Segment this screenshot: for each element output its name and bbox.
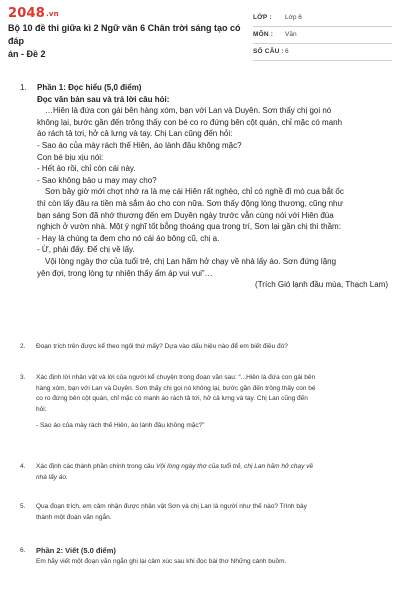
page-header xyxy=(0,0,400,68)
question-number: 4. xyxy=(20,463,26,470)
passage-line: - Hết áo rồi, chỉ còn cái này. xyxy=(37,164,136,174)
passage-line: - Sao áo của mày rách thế Hiên, áo lành đâu không mặc? xyxy=(37,140,242,150)
question-text: Em hãy viết một đoạn văn ngắn ghi lại cảm xúc sau khi đọc bài thơ Những cánh buồm. xyxy=(36,557,287,565)
page-title-line-1: Bộ 10 đề thi giữa kì 2 Ngữ văn 6 Chân trời sáng tạo có đáp xyxy=(8,23,241,46)
meta-info xyxy=(253,10,392,61)
question-text: hỏi: xyxy=(36,405,47,413)
part2-heading: Phần 2: Viết (5.0 điểm) xyxy=(36,546,116,555)
question-2 xyxy=(20,342,392,353)
meta-value-class[interactable]: Lớp 6 xyxy=(285,14,302,21)
page-title-line-2: án - Đề 2 xyxy=(8,49,46,59)
passage-line: …Hiên là đứa con gái bên hàng xóm, bạn với Lan và Duyên. Sơn thấy chị gọi nó xyxy=(45,106,332,116)
question-number: 1. xyxy=(20,83,27,92)
passage-line: Sơn bây giờ mới chợt nhớ ra là mẹ cái Hiên rất nghèo, chỉ có nghề đi mò cua bắt ốc xyxy=(45,187,344,197)
logo-number: 2048 xyxy=(8,6,45,21)
passage-line: Vội lòng ngày thơ của tuổi trẻ, chị Lan hăm hở chạy về nhà lấy áo. Sơn đứng lặng xyxy=(45,256,337,266)
meta-value-subject[interactable]: Văn xyxy=(285,31,297,38)
logo-tld: .vn xyxy=(45,10,59,18)
question-text: Xác định các thành phần chính trong câu xyxy=(36,463,156,470)
passage-line: bạn sáng Sơn đã nhớ thương đến em Duyên ngày trước vẫn cùng nói với Hiên đùa xyxy=(37,210,334,220)
passage-line: thì còn lấy đâu ra tiền mà sắm áo cho con nữa. Sơn thấy động lòng thương, cũng như xyxy=(37,198,343,208)
passage-line: - Ừ, phải đấy. Để chị về lấy. xyxy=(37,245,135,255)
passage-line: - Sao không bảo u may may cho? xyxy=(37,175,157,185)
page-title xyxy=(8,22,246,61)
question-text: Đoạn trích trên được kể theo ngôi thứ mấy? Dựa vào dấu hiệu nào để em biết điều đó? xyxy=(36,343,288,350)
site-logo[interactable] xyxy=(8,6,59,21)
meta-key-count: SỐ CÂU : xyxy=(253,48,284,55)
meta-value-count: 6 xyxy=(285,48,289,55)
question-3 xyxy=(20,373,392,432)
question-text: thành một đoạn văn ngắn. xyxy=(36,513,112,521)
quoted-sentence: nhà lấy áo. xyxy=(36,473,68,481)
question-text: - Sao áo của mày rách thế Hiên, áo lành đâu không mặc?” xyxy=(36,422,205,429)
question-text: Qua đoạn trích, em cảm nhận được nhân vật Sơn và chị Lan là người như thế nào? Trình bày xyxy=(36,503,307,510)
part1-heading: Phần 1: Đọc hiểu (5,0 điểm) xyxy=(37,83,142,92)
passage-line: nghịch ở vườn nhà. Một ý nghĩ tốt bỗng thoáng qua trong trí, Sơn lại gần chị thì thầm: xyxy=(37,222,341,232)
part1-instruction: Đọc văn bản sau và trả lời câu hỏi: xyxy=(37,94,170,104)
question-5 xyxy=(20,502,392,523)
question-text: hàng xóm, bạn với Lan và Duyên. Sơn thấy chị gọi nó không lại, bước gần đến trông thấy con bé xyxy=(36,384,316,392)
quoted-sentence: Vội lòng ngày thơ của tuổi trẻ, chị Lan hăm hở chạy về xyxy=(155,463,314,470)
question-6 xyxy=(20,546,392,567)
question-number: 3. xyxy=(20,374,26,381)
passage-line: không lại, bước gần đến trông thấy con bé co ro đứng bên cột quán, chỉ mặc có manh xyxy=(37,117,343,127)
question-text: co ro đứng bên cột quán, chỉ mặc có manh áo rách tả tơi, hở cả lưng và tay. Chị Lan cũng đến xyxy=(36,395,308,402)
meta-row-subject xyxy=(253,27,392,44)
question-text: Xác định lời nhân vật và lời của người kể chuyện trong đoạn văn sau: “...Hiên là đứa con gái bên xyxy=(36,374,316,381)
question-4 xyxy=(20,462,392,483)
passage-source: (Trích Gió lạnh đầu mùa, Thạch Lam) xyxy=(255,280,388,290)
question-1 xyxy=(20,82,392,291)
meta-row-class xyxy=(253,10,392,27)
question-number: 5. xyxy=(20,503,26,510)
question-number: 6. xyxy=(20,547,26,554)
passage-line: - Hay là chúng ta đem cho nó cái áo bông cũ, chị ạ. xyxy=(37,233,220,243)
meta-key-class: LỚP : xyxy=(253,14,272,21)
meta-row-count xyxy=(253,44,392,61)
passage-line: yên đợi, trong lòng tự nhiên thấy ấm áp vui vui”… xyxy=(37,268,213,278)
question-number: 2. xyxy=(20,343,26,350)
passage-line: áo rách tả tơi, hở cả lưng và tay. Chị Lan cũng đến hỏi: xyxy=(37,129,233,139)
meta-key-subject: MÔN : xyxy=(253,31,274,38)
passage-line: Con bé bịu xịu nói: xyxy=(37,152,104,162)
